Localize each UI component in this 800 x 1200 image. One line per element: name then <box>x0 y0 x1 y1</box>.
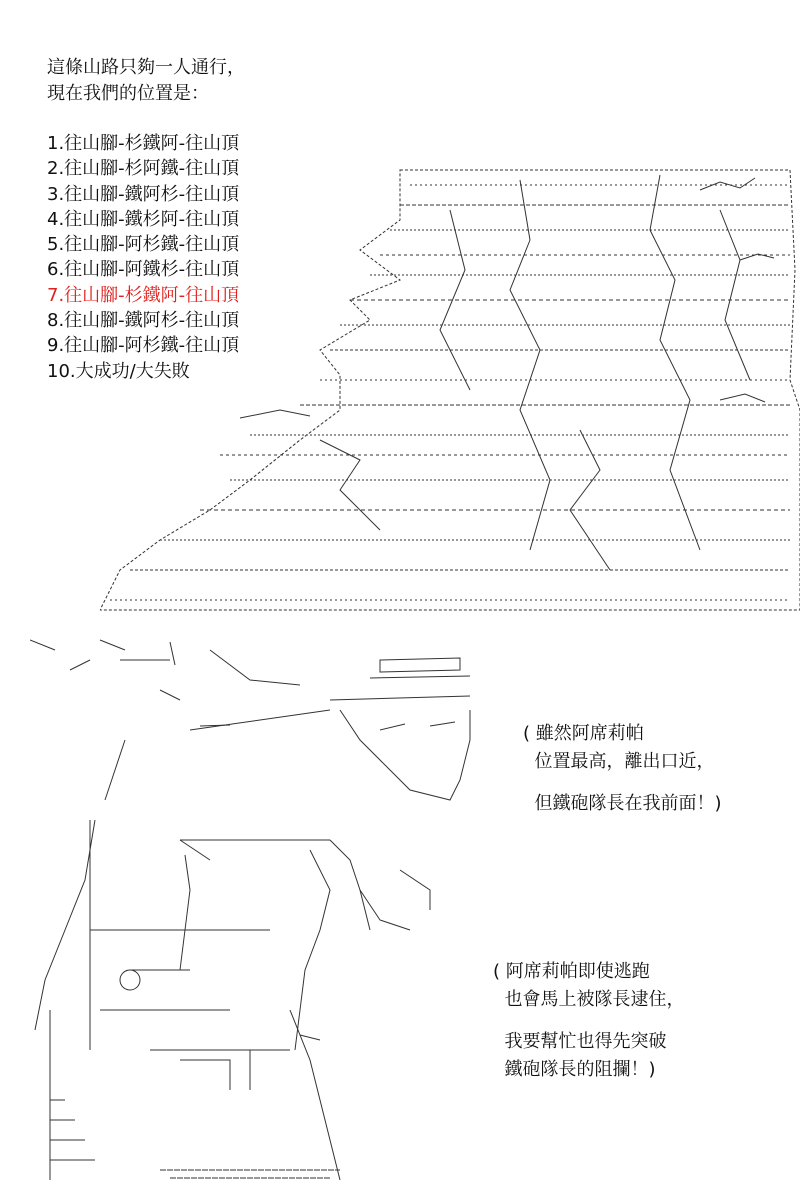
intro-text <box>47 55 245 107</box>
bubble-1-line-1: ( 雖然阿席莉帕 <box>523 723 644 744</box>
route-item: 4.往山腳-鐵杉阿-往山頂 <box>47 208 240 230</box>
mountain-illustration <box>100 150 800 620</box>
intro-line-2: 現在我們的位置是： <box>47 83 209 104</box>
bubble-2-line-1: ( 阿席莉帕即使逃跑 <box>493 961 650 982</box>
bubble-1-line-2: 位置最高，離出口近， <box>523 751 715 772</box>
route-item: 2.往山腳-杉阿鐵-往山頂 <box>47 158 240 180</box>
speech-bubble-2 <box>493 958 684 1084</box>
route-item: 6.往山腳-阿鐵杉-往山頂 <box>47 259 240 281</box>
route-item: 3.往山腳-鐵阿杉-往山頂 <box>47 183 240 205</box>
speech-bubble-1 <box>523 720 721 818</box>
route-item: 8.往山腳-鐵阿杉-往山頂 <box>47 310 240 332</box>
route-item-highlighted: 7.往山腳-杉鐵阿-往山頂 <box>47 284 240 306</box>
bubble-2-line-2: 也會馬上被隊長逮住， <box>493 989 685 1010</box>
character-illustration <box>30 630 500 1185</box>
intro-line-1: 這條山路只夠一人通行， <box>47 57 245 78</box>
bubble-1-line-3: 但鐵砲隊長在我前面！) <box>523 793 722 814</box>
bubble-2-line-3: 我要幫忙也得先突破 <box>493 1031 667 1052</box>
route-item: 10.大成功/大失敗 <box>47 360 190 382</box>
route-item: 1.往山腳-杉鐵阿-往山頂 <box>47 133 240 154</box>
route-item: 9.往山腳-阿杉鐵-往山頂 <box>47 335 240 357</box>
route-item: 5.往山腳-阿杉鐵-往山頂 <box>47 234 240 256</box>
bubble-2-line-4: 鐵砲隊長的阻攔！) <box>493 1059 656 1080</box>
